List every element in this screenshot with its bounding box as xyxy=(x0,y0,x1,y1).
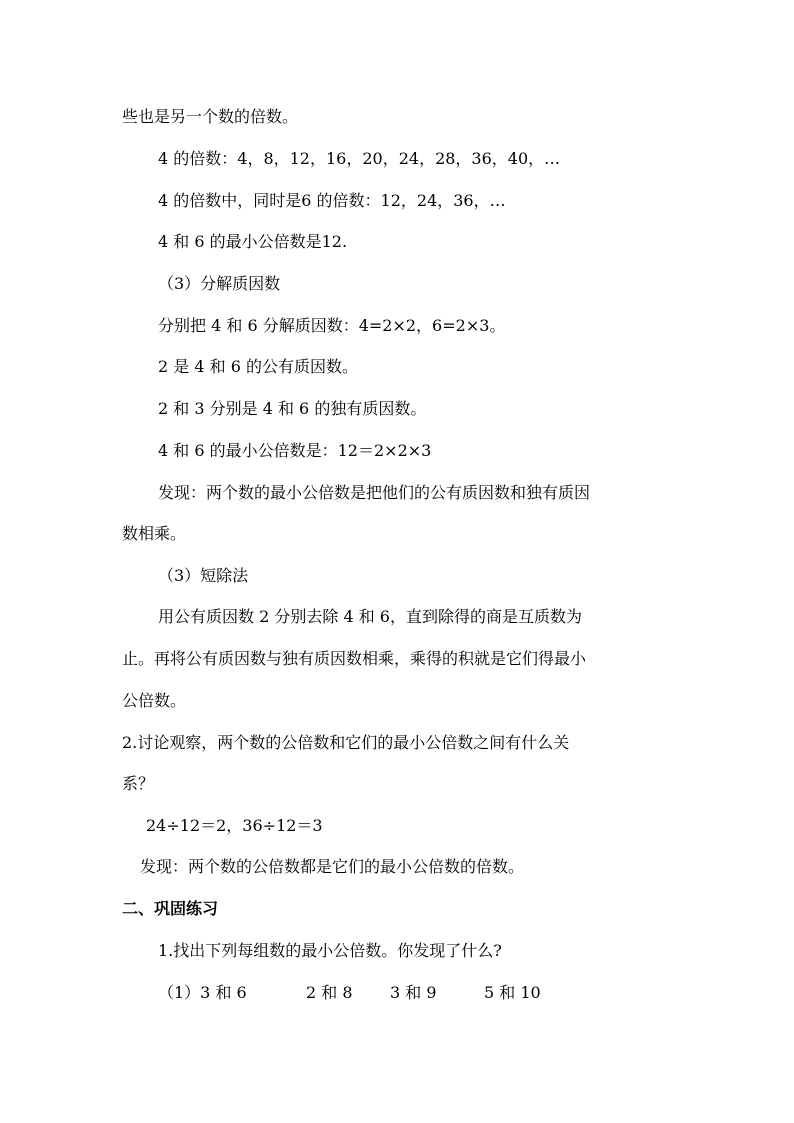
text-line: 些也是另一个数的倍数。 xyxy=(122,107,299,126)
text-line: 4 的倍数中，同时是6 的倍数：12，24，36，… xyxy=(158,191,506,210)
text-line: 发现：两个数的公倍数都是它们的最小公倍数的倍数。 xyxy=(140,857,525,876)
text-line: 数相乘。 xyxy=(122,524,187,543)
section-heading: 二、巩固练习 xyxy=(122,899,219,918)
text-line: 4 的倍数：4，8，12，16，20，24，28，36，40，… xyxy=(158,149,561,168)
exercise-item: 5 和 10 xyxy=(484,983,541,1002)
exercise-item: 3 和 9 xyxy=(390,983,437,1002)
text-line: 1.找出下列每组数的最小公倍数。你发现了什么? xyxy=(158,941,502,960)
text-line: 2 和 3 分别是 4 和 6 的独有质因数。 xyxy=(158,399,427,418)
text-line: 2 是 4 和 6 的公有质因数。 xyxy=(158,357,358,376)
section-heading: （3）短除法 xyxy=(158,566,249,585)
text-line: 4 和 6 的最小公倍数是：12＝2×2×3 xyxy=(158,441,432,460)
text-line: 2.讨论观察，两个数的公倍数和它们的最小公倍数之间有什么关 xyxy=(122,733,570,752)
text-line: 止。再将公有质因数与独有质因数相乘，乘得的积就是它们得最小 xyxy=(122,649,587,668)
exercise-item: 2 和 8 xyxy=(306,983,353,1002)
text-line: 4 和 6 的最小公倍数是12. xyxy=(158,232,348,251)
text-line: 用公有质因数 2 分别去除 4 和 6，直到除得的商是互质数为 xyxy=(158,607,582,626)
exercise-item: （1）3 和 6 xyxy=(158,983,247,1002)
text-line: 系？ xyxy=(122,774,155,793)
text-line: 分别把 4 和 6 分解质因数：4=2×2，6=2×3。 xyxy=(158,316,506,335)
text-line: 发现：两个数的最小公倍数是把他们的公有质因数和独有质因 xyxy=(158,483,591,502)
text-line: 24÷12＝2，36÷12＝3 xyxy=(146,816,323,835)
section-heading: （3）分解质因数 xyxy=(158,274,281,293)
text-line: 公倍数。 xyxy=(122,691,187,710)
